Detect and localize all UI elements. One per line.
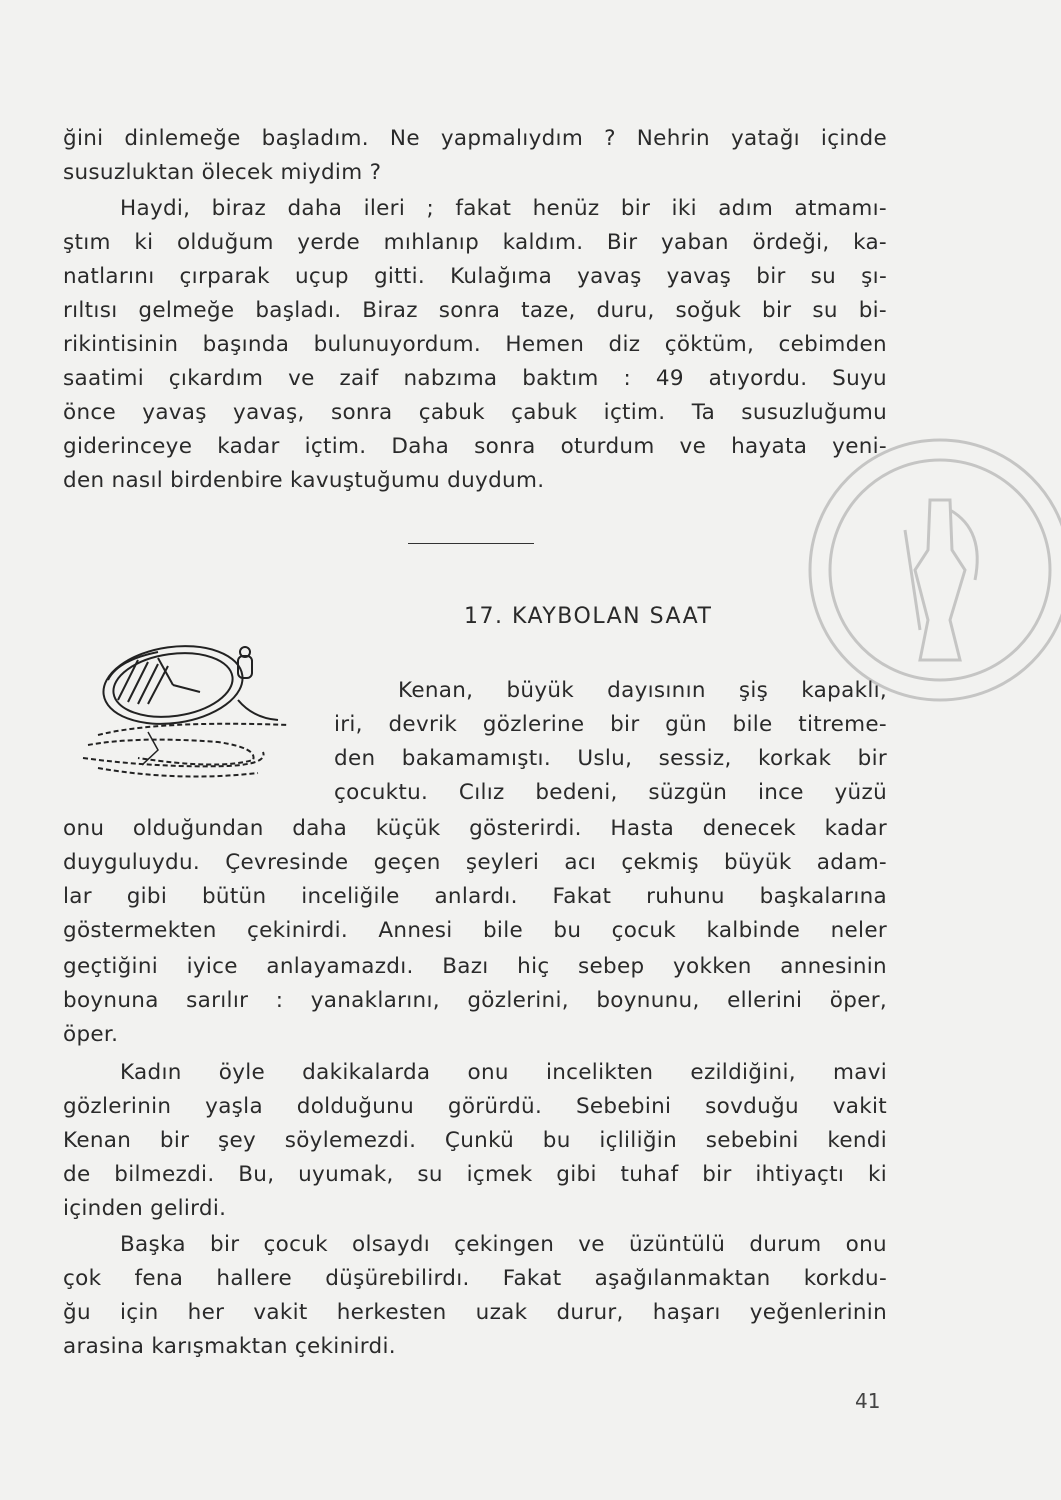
text-line: ğu için her vakit herkesten uzak durur, haşarı yeğenlerinin	[63, 1300, 887, 1325]
text-line: susuzluktan ölecek miydim ?	[63, 160, 382, 185]
text-line: Haydi, biraz daha ileri ; fakat henüz bir iki adım atmamı-	[120, 196, 887, 221]
text-line: ğini dinlemeğe başladım. Ne yapmalıydım ? Nehrin yatağı içinde	[63, 126, 887, 151]
text-line: de bilmezdi. Bu, uyumak, su içmek gibi tuhaf bir ihtiyaçtı ki	[63, 1162, 887, 1187]
page-number: 41	[855, 1389, 881, 1413]
text-line: geçtiğini iyice anlayamazdı. Bazı hiç sebep yokken annesinin	[63, 954, 887, 979]
text-line: onu olduğundan daha küçük gösterirdi. Hasta denecek kadar	[63, 816, 887, 841]
text-line: saatimi çıkardım ve zaif nabzıma baktım : 49 atıyordu. Suyu	[63, 366, 887, 391]
text-line: boynuna sarılır : yanaklarını, gözlerini, boynunu, ellerini öper,	[63, 988, 887, 1013]
text-line: den nasıl birdenbire kavuştuğumu duydum.	[63, 468, 545, 493]
text-line: natlarını çırparak uçup gitti. Kulağıma yavaş yavaş bir su şı-	[63, 264, 887, 289]
section-divider	[408, 543, 534, 544]
text-line: göstermekten çekinirdi. Annesi bile bu çocuk kalbinde neler	[63, 918, 887, 943]
text-line: arasina karışmaktan çekinirdi.	[63, 1334, 396, 1359]
text-line: çocuktu. Cılız bedeni, süzgün ince yüzü	[334, 780, 887, 805]
text-line: Kenan bir şey söylemezdi. Çunkü bu içliliğin sebebini kendi	[63, 1128, 887, 1153]
text-line: lar gibi bütün inceliğile anlardı. Fakat ruhunu başkalarına	[63, 884, 887, 909]
text-line: den bakamamıştı. Uslu, sessiz, korkak bir	[334, 746, 887, 771]
text-line: rıltısı gelmeğe başladı. Biraz sonra taze, duru, soğuk bir su bi-	[63, 298, 887, 323]
text-line: Başka bir çocuk olsaydı çekingen ve üzüntülü durum onu	[120, 1232, 887, 1257]
text-line: ştım ki olduğum yerde mıhlanıp kaldım. Bir yaban ördeği, ka-	[63, 230, 887, 255]
pocket-watch-illustration	[78, 640, 300, 790]
text-line: çok fena hallere düşürebilirdı. Fakat aşağılanmaktan korkdu-	[63, 1266, 887, 1291]
text-line: giderinceye kadar içtim. Daha sonra oturdum ve hayata yeni-	[63, 434, 887, 459]
text-line: içinden gelirdi.	[63, 1196, 227, 1221]
text-line: iri, devrik gözlerine bir gün bile titreme-	[334, 712, 887, 737]
text-line: önce yavaş yavaş, sonra çabuk çabuk içtim. Ta susuzluğumu	[63, 400, 887, 425]
text-line: öper.	[63, 1022, 119, 1047]
text-line: Kenan, büyük dayısının şiş kapaklı,	[398, 678, 887, 703]
text-line: rikintisinin başında bulunuyordum. Hemen diz çöktüm, cebimden	[63, 332, 887, 357]
text-line: gözlerinin yaşla dolduğunu görürdü. Sebebini sovduğu vakit	[63, 1094, 887, 1119]
text-line: duyguluydu. Çevresinde geçen şeyleri acı çekmiş büyük adam-	[63, 850, 887, 875]
chapter-title: 17. KAYBOLAN SAAT	[464, 604, 713, 629]
text-line: Kadın öyle dakikalarda onu incelikten ezildiğini, mavi	[120, 1060, 887, 1085]
